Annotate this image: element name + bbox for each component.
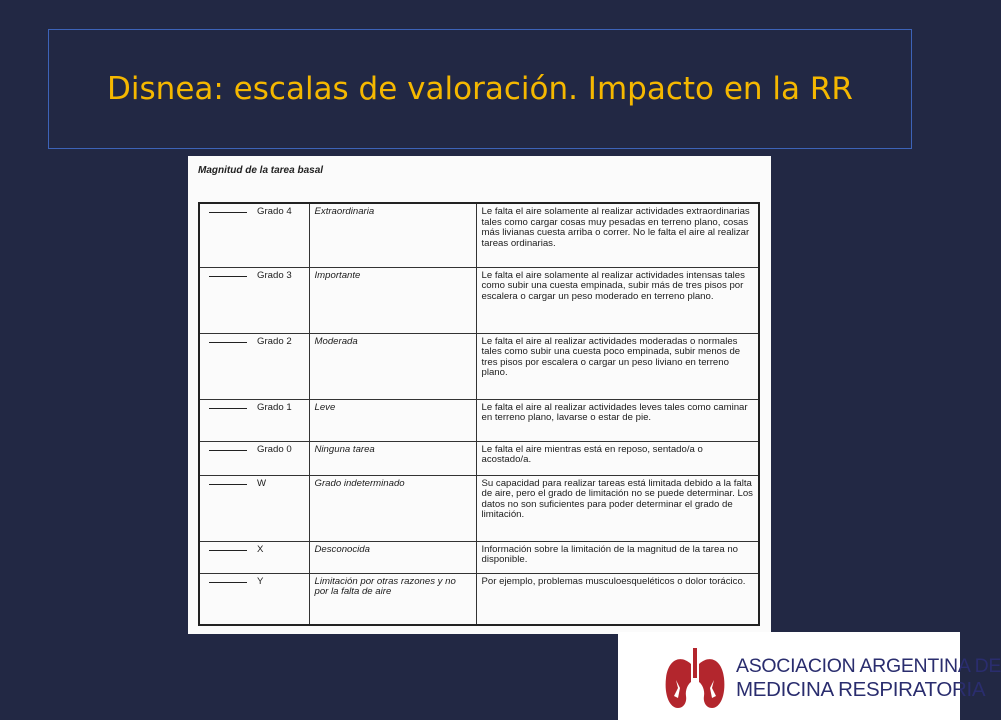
table-row xyxy=(199,203,759,267)
description-cell: Le falta el aire solamente al realizar actividades extraordinarias tales como cargar cosas muy pesadas en terreno plano, cosas más livianas cuesta arriba o correr. No le falta el aire al realizar tareas ordinarias. xyxy=(476,203,759,267)
blank-line xyxy=(209,212,247,213)
category-cell: Extraordinaria xyxy=(309,203,476,267)
logo-text xyxy=(736,654,1001,702)
association-logo xyxy=(618,632,1001,720)
grade-cell: X xyxy=(199,541,309,573)
document-heading: Magnitud de la tarea basal xyxy=(198,165,324,176)
title-box xyxy=(48,29,912,149)
blank-line xyxy=(209,342,247,343)
description-cell: Le falta el aire al realizar actividades moderadas o normales tales como subir una cuesta poco empinada, subir menos de tres pisos por escalera o cargar un peso liviano en terreno plano. xyxy=(476,333,759,399)
table-row xyxy=(199,541,759,573)
table-row xyxy=(199,333,759,399)
table-row xyxy=(199,475,759,541)
blank-line xyxy=(209,276,247,277)
description-cell: Información sobre la limitación de la magnitud de la tarea no disponible. xyxy=(476,541,759,573)
grade-cell: Grado 4 xyxy=(199,203,309,267)
category-cell: Importante xyxy=(309,267,476,333)
description-cell: Su capacidad para realizar tareas está limitada debido a la falta de aire, pero el grado de limitación no se puede determinar. Los datos no son suficientes para poder determinar el grado de limitación. xyxy=(476,475,759,541)
blank-line xyxy=(209,408,247,409)
slide-title: Disnea: escalas de valoración. Impacto en la RR xyxy=(107,71,853,107)
grade-cell: Grado 1 xyxy=(199,399,309,441)
table-row xyxy=(199,441,759,475)
lungs-icon xyxy=(662,644,728,712)
category-cell: Desconocida xyxy=(309,541,476,573)
blank-line xyxy=(209,450,247,451)
scanned-document xyxy=(188,156,771,634)
dyspnea-scale-table xyxy=(198,202,760,626)
table-row xyxy=(199,267,759,333)
table-row xyxy=(199,573,759,625)
description-cell: Le falta el aire mientras está en reposo, sentado/a o acostado/a. xyxy=(476,441,759,475)
description-cell: Le falta el aire al realizar actividades leves tales como caminar en terreno plano, lavarse o estar de pie. xyxy=(476,399,759,441)
category-cell: Ninguna tarea xyxy=(309,441,476,475)
description-cell: Por ejemplo, problemas musculoesqueléticos o dolor torácico. xyxy=(476,573,759,625)
category-cell: Limitación por otras razones y no por la falta de aire xyxy=(309,573,476,625)
grade-cell: Grado 2 xyxy=(199,333,309,399)
blank-line xyxy=(209,550,247,551)
grade-cell: W xyxy=(199,475,309,541)
logo-line-1: ASOCIACION ARGENTINA DE xyxy=(736,655,1001,677)
category-cell: Moderada xyxy=(309,333,476,399)
category-cell: Leve xyxy=(309,399,476,441)
blank-line xyxy=(209,484,247,485)
grade-cell: Y xyxy=(199,573,309,625)
blank-line xyxy=(209,582,247,583)
grade-cell: Grado 0 xyxy=(199,441,309,475)
grade-cell: Grado 3 xyxy=(199,267,309,333)
logo-line-2: MEDICINA RESPIRATORIA xyxy=(736,678,986,701)
category-cell: Grado indeterminado xyxy=(309,475,476,541)
table-row xyxy=(199,399,759,441)
description-cell: Le falta el aire solamente al realizar actividades intensas tales como subir una cuesta empinada, subir más de tres pisos por escalera o cargar un peso moderado en terreno plano. xyxy=(476,267,759,333)
